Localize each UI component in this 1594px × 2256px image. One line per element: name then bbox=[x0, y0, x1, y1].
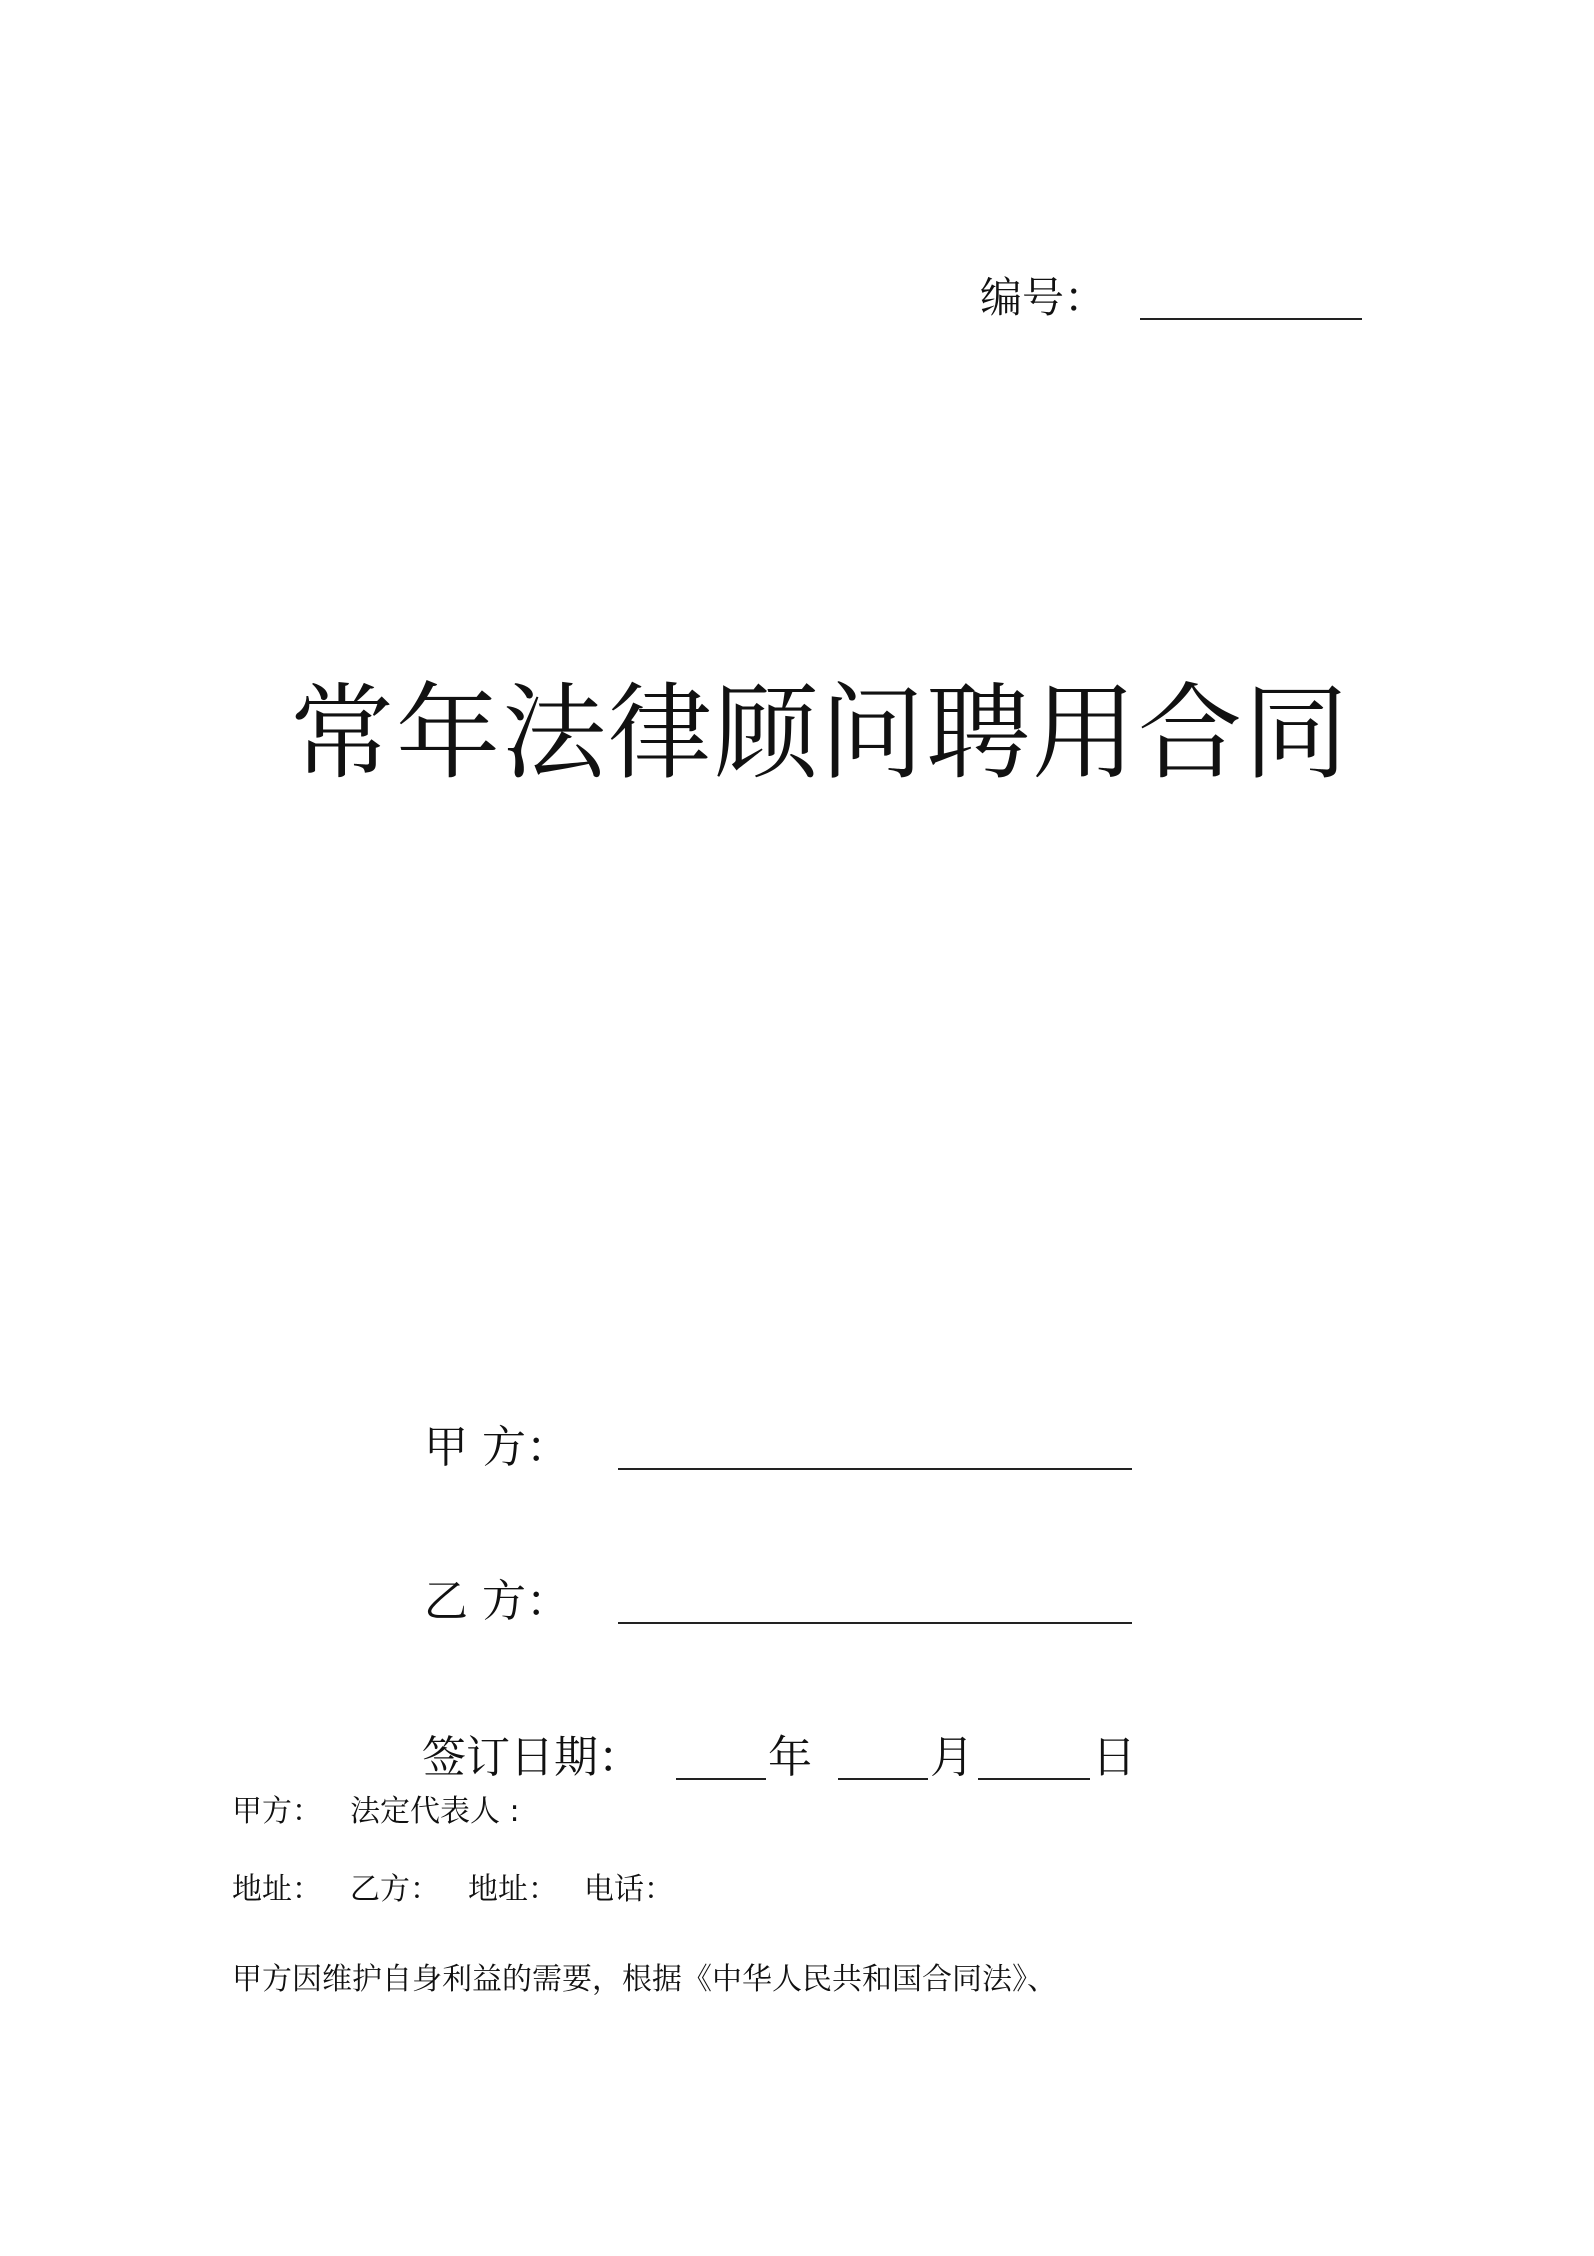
party-a-label: 甲 方： bbox=[424, 1422, 570, 1473]
sign-date-label: 签订日期： bbox=[422, 1732, 642, 1783]
party-a-blank[interactable] bbox=[618, 1468, 1132, 1470]
body-party-a-label: 甲方： bbox=[232, 1794, 322, 1829]
body-paragraph: 甲方因维护自身利益的需要，根据《中华人民共和国合同法》、 bbox=[232, 1962, 1057, 1997]
sign-year-label: 年 bbox=[768, 1732, 812, 1783]
contract-number-label: 编号： bbox=[980, 273, 1107, 322]
contract-number-blank[interactable] bbox=[1140, 318, 1362, 320]
sign-month-blank[interactable] bbox=[838, 1778, 928, 1780]
sign-day-label: 日 bbox=[1092, 1732, 1136, 1783]
body-address-b-label: 地址： bbox=[468, 1872, 558, 1907]
body-phone-label: 电话： bbox=[584, 1872, 674, 1907]
body-legal-rep-label: 法定代表人 : bbox=[350, 1794, 520, 1829]
party-b-blank[interactable] bbox=[618, 1622, 1132, 1624]
party-b-label: 乙 方： bbox=[424, 1576, 570, 1627]
body-party-b-label: 乙方： bbox=[350, 1872, 440, 1907]
sign-day-blank[interactable] bbox=[978, 1778, 1090, 1780]
sign-year-blank[interactable] bbox=[676, 1778, 766, 1780]
body-address-a-label: 地址： bbox=[232, 1872, 322, 1907]
sign-month-label: 月 bbox=[930, 1732, 974, 1783]
document-title: 常年法律顾问聘用合同 bbox=[290, 672, 1351, 794]
